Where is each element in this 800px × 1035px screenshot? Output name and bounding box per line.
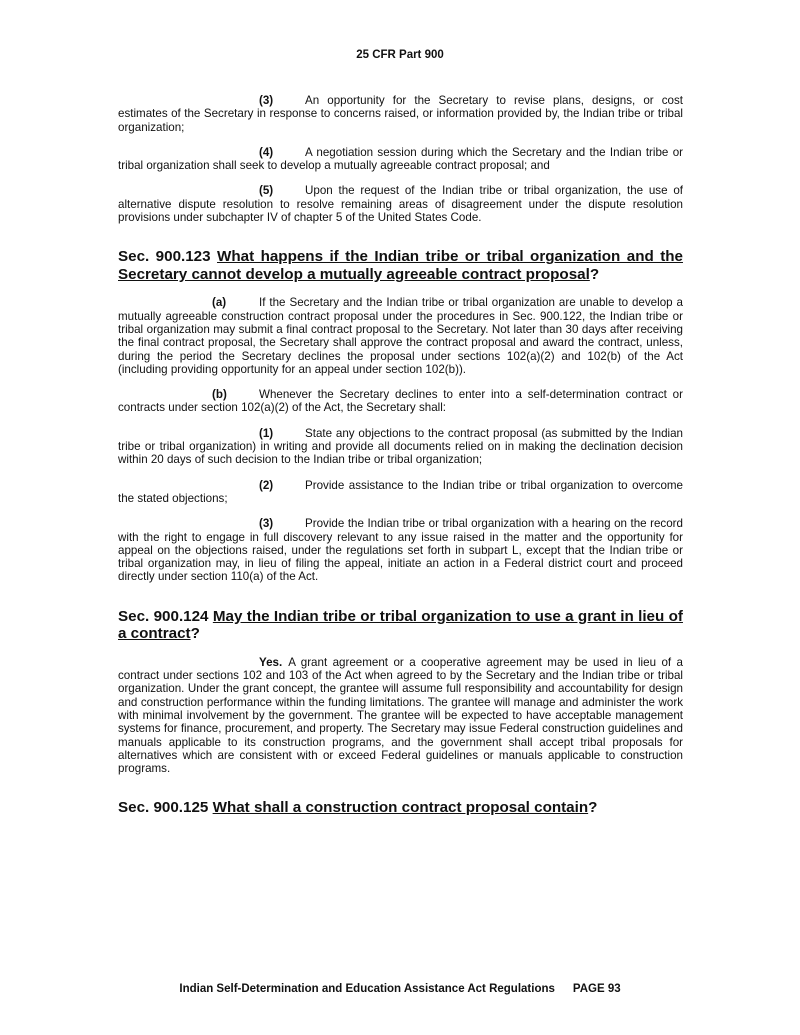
item-text: A negotiation session during which the Secretary and the Indian tribe or tribal organization shall seek to develop a mutually agreeable contract proposal; and — [118, 145, 683, 173]
item-text: A grant agreement or a cooperative agreement may be used in lieu of a contract under sections 102 and 103 of the Act when agreed to by the Secretary and the Indian tribe or tribal organization. Under the grant concept, the grantee will assume full responsibility and accountability for design and construction performance within the funding limitations. The grantee will manage and administer the work with minimal involvement by the government. The grantee will be expected to have acceptable management systems for finance, procurement, and property. The Secretary may issue Federal construction guidelines and manuals applicable to its construction programs, and the government shall accept tribal proposals for alternatives which are consistent with or exceed Federal guidelines or manuals applicable to construction programs. — [118, 655, 683, 776]
paragraph-3 — [118, 94, 683, 134]
paragraph-b3 — [118, 517, 683, 583]
paragraph-4 — [118, 146, 683, 173]
page-number: PAGE 93 — [572, 983, 621, 995]
item-label: (5) — [259, 184, 274, 198]
section-title: What happens if the Indian tribe or tribal organization and the Secretary cannot develop a mutually agreeable contract proposal — [118, 248, 683, 283]
item-text: An opportunity for the Secretary to revise plans, designs, or cost estimates of the Secretary in response to concerns raised, or information provided by, the Indian tribe or tribal organization; — [118, 94, 683, 134]
paragraph-b — [118, 388, 683, 415]
page-footer — [0, 983, 800, 995]
item-text: Provide assistance to the Indian tribe or tribal organization to overcome the stated objections; — [118, 478, 683, 505]
section-title-end: ? — [588, 799, 598, 817]
footer-title: Indian Self-Determination and Education Assistance Act Regulations — [179, 983, 555, 995]
item-label: (3) — [259, 94, 274, 107]
item-text: Provide the Indian tribe or tribal organization with a hearing on the record with the right to engage in full discovery relevant to any issue raised in the matter and the opportunity for appeal on the objections raised, under the regulations set forth in subpart L, except that the Indian tribe or tribal organization may, in lieu of filing the appeal, initiate an action in a Federal district court and proceed directly under section 110(a) of the Act. — [118, 517, 683, 584]
paragraph-yes — [118, 656, 683, 776]
item-text: State any objections to the contract proposal (as submitted by the Indian tribe or tribal organization) in writing and provide all documents relied on in making the declination decision within 20 days of such decision to the Indian tribe or tribal organization; — [118, 426, 683, 467]
section-title-end: ? — [190, 625, 200, 643]
item-label: (a) — [212, 296, 227, 310]
section-number: Sec. 900.123 — [118, 248, 211, 266]
paragraph-b1 — [118, 427, 683, 467]
section-heading-900-123 — [118, 248, 683, 283]
item-text: Upon the request of the Indian tribe or tribal organization, the use of alternative dispute resolution to resolve remaining areas of disagreement under the dispute resolution provisions under subchapter IV of chapter 5 of the United States Code. — [118, 184, 683, 225]
section-heading-900-124 — [118, 608, 683, 643]
item-text: Whenever the Secretary declines to enter into a self-determination contract or contracts under section 102(a)(2) of the Act, the Secretary shall: — [118, 388, 683, 415]
section-title-end: ? — [589, 265, 600, 283]
section-heading-900-125 — [118, 799, 683, 817]
item-label: (1) — [259, 426, 274, 440]
section-number: Sec. 900.125 — [118, 799, 209, 817]
item-text: If the Secretary and the Indian tribe or tribal organization are unable to develop a mutually agreeable construction contract proposal under the procedures in Sec. 900.122, the Indian tribe or tribal organization may submit a final contract proposal to the Secretary. Not later than 30 days after receiving the final contract proposal, the Secretary shall approve the contract proposal and award the contract, unless, during the period the Secretary declines the proposal under sections 102(a)(2) and 102(b) of the Act (including providing opportunity for an appeal under section 102(b)). — [118, 296, 683, 376]
yes-label: Yes. — [259, 655, 283, 669]
section-title: What shall a construction contract proposal contain — [212, 799, 589, 817]
item-label: (4) — [259, 145, 274, 159]
paragraph-a — [118, 296, 683, 376]
document-body — [118, 94, 683, 830]
item-label: (b) — [212, 388, 227, 402]
page-header: 25 CFR Part 900 — [356, 49, 444, 61]
section-title: May the Indian tribe or tribal organization to use a grant in lieu of a contract — [118, 607, 683, 643]
paragraph-b2 — [118, 479, 683, 506]
paragraph-5 — [118, 184, 683, 224]
item-label: (3) — [259, 517, 274, 531]
section-number: Sec. 900.124 — [118, 607, 209, 625]
item-label: (2) — [259, 478, 274, 492]
